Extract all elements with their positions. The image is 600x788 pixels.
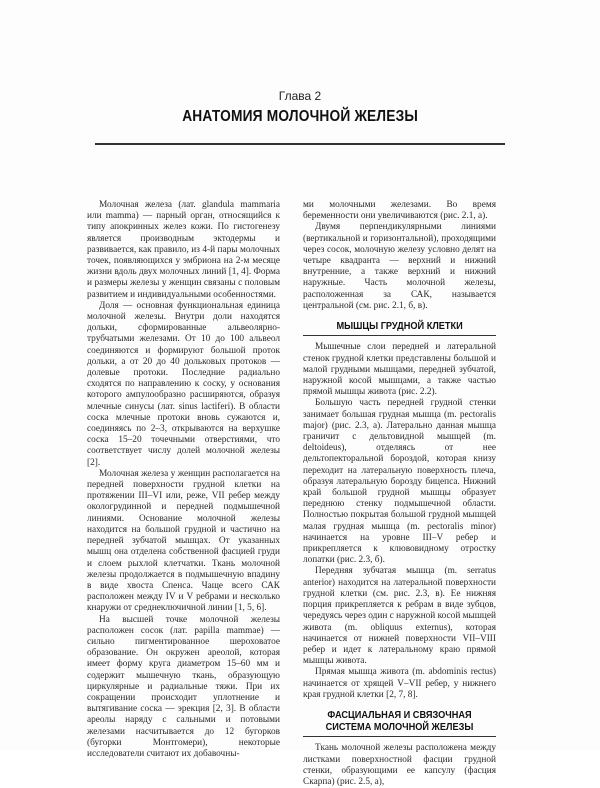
section-rule — [303, 736, 496, 737]
section-heading-muscles: МЫШЦЫ ГРУДНОЙ КЛЕТКИ — [336, 321, 463, 333]
chapter-label: Глава 2 — [278, 89, 322, 103]
paragraph: Молочная железа у женщин располагается на передней поверхности грудной клетки на протяжении III–VI или, реже, VII ребер между окологрудинной и передней подмышечной линиями. Основание молочной железы находится на большой грудной и частично на передней зубчатой мышцах. От указанных мышц она отделена собственной фасцией груди и слоем рыхлой клетчатки. Ткань молочной железы продолжается в подмышечную впадину в виде хвоста Спенса. Чаще всего САК расположен между IV и V ребрами и несколько кнаружи от среднеключичной линии [1, 5, 6]. — [87, 468, 280, 614]
paragraph: Доля — основная функциональная единица молочной железы. Внутри доли находятся дольки, сформированные альвеолярно-трубчатыми железами. От 10 до 100 альвеол соединяются и формируют большой проток дольки, а от 20 до 40 дольковых протоков — долевые протоки. Последние радиально сходятся по направлению к соску, у основания которого ампулообразно расширяются, образуя млечные синусы (лат. sinus lactiferi). В области соска млечные протоки вновь сужаются и, соединяясь по 2–3, открываются на верхушке соска 15–20 точечными отверстиями, что соответствует числу долей молочной железы [2]. — [87, 300, 280, 468]
right-column — [303, 200, 496, 788]
paragraph: Передняя зубчатая мышца (m. serratus anterior) находится на латеральной поверхности грудной клетки (см. рис. 2.3, в). Ее нижняя порция прикрепляется к ребрам в виде зубцов, чередуясь через один с наружной косой мышцей живота (m. obliquus externus), которая начинается от нижней поверхности VII–VIII ребер и идет к латеральному краю прямой мышцы живота. — [303, 566, 496, 667]
paragraph: Молочная железа (лат. glandula mammaria или mamma) — парный орган, относящийся к типу апокринных желез кожи. По гистогенезу является производным эктодермы и развивается, как правило, из 4-й пары молочных точек, появляющихся у эмбриона на 2-м месяце жизни вдоль двух молочных линий [1, 4]. Форма и размеры железы у женщин связаны с половым развитием и индивидуальными особенностями. — [87, 200, 280, 300]
paragraph: Двумя перпендикулярными линиями (вертикальной и горизонтальной), проходящими через сосок, молочную железу условно делят на четыре квадранта — верхний и нижний внутренние, а также верхний и нижний наружные. Часть молочной железы, расположенная за САК, называется центральной (см. рис. 2.1, б, в). — [303, 222, 496, 311]
paragraph: Прямая мышца живота (m. abdominis rectus) начинается от хрящей V–VII ребер, у нижнего края грудной клетки [2, 7, 8]. — [303, 667, 496, 700]
title-rule — [95, 143, 505, 145]
paragraph: Ткань молочной железы расположена между листками поверхностной фасции грудной стенки, образующими ее капсулу (фасция Скарпа) (рис. 2.5, а), — [303, 743, 496, 787]
paragraph: Мышечные слои передней и латеральной стенок грудной клетки представлены большой и малой грудными мышцами, передней зубчатой, наружной косой мышцами, а также частью прямой мышцы живота (рис. 2.2). — [303, 342, 496, 398]
paragraph: ми молочными железами. Во время беременности они увеличиваются (рис. 2.1, а). — [303, 200, 496, 222]
left-column — [87, 200, 280, 760]
section-heading-fascial-system: ФАСЦИАЛЬНАЯ И СВЯЗОЧНАЯ СИСТЕМА МОЛОЧНОЙ ЖЕЛЕЗЫ — [325, 709, 474, 733]
chapter-title-wrap — [95, 108, 505, 126]
paragraph: На высшей точке молочной железы расположен сосок (лат. papilla mammae) — сильно пигментированное шероховатое образование. Он окружен ареолой, которая имеет форму круга диаметром 15–60 мм и содержит мышечную ткань, образующую циркулярные и радиальные тяжи. При их сокращении происходит уплотнение и вытягивание соска — эрекция [2, 3]. В области ареолы наряду с сальными и потовыми железами насчитывается до 12 бугорков (бугорки Монтгомери), некоторые исследователи считают их добавочны- — [87, 614, 280, 759]
chapter-title: АНАТОМИЯ МОЛОЧНОЙ ЖЕЛЕЗЫ — [182, 108, 418, 125]
section-rule — [303, 335, 496, 336]
paragraph: Большую часть передней грудной стенки занимает большая грудная мышца (m. pectoralis major) (рис. 2.3, а). Латерально данная мышца граничит с дельтовидной мышцей (m. deltoideus), отделяясь от нее дельтопекторальной бороздой, которая книзу переходит на латеральную поверхность плеча, образуя латеральную борозду бицепса. Нижний край большой грудной мышцы образует переднюю стенку подмышечной области. Полностью покрытая большой грудной мышцей малая грудная мышца (m. pectoralis minor) начинается на уровне III–V ребер и прикрепляется к клювовидному отростку лопатки (рис. 2.3, б). — [303, 398, 496, 566]
